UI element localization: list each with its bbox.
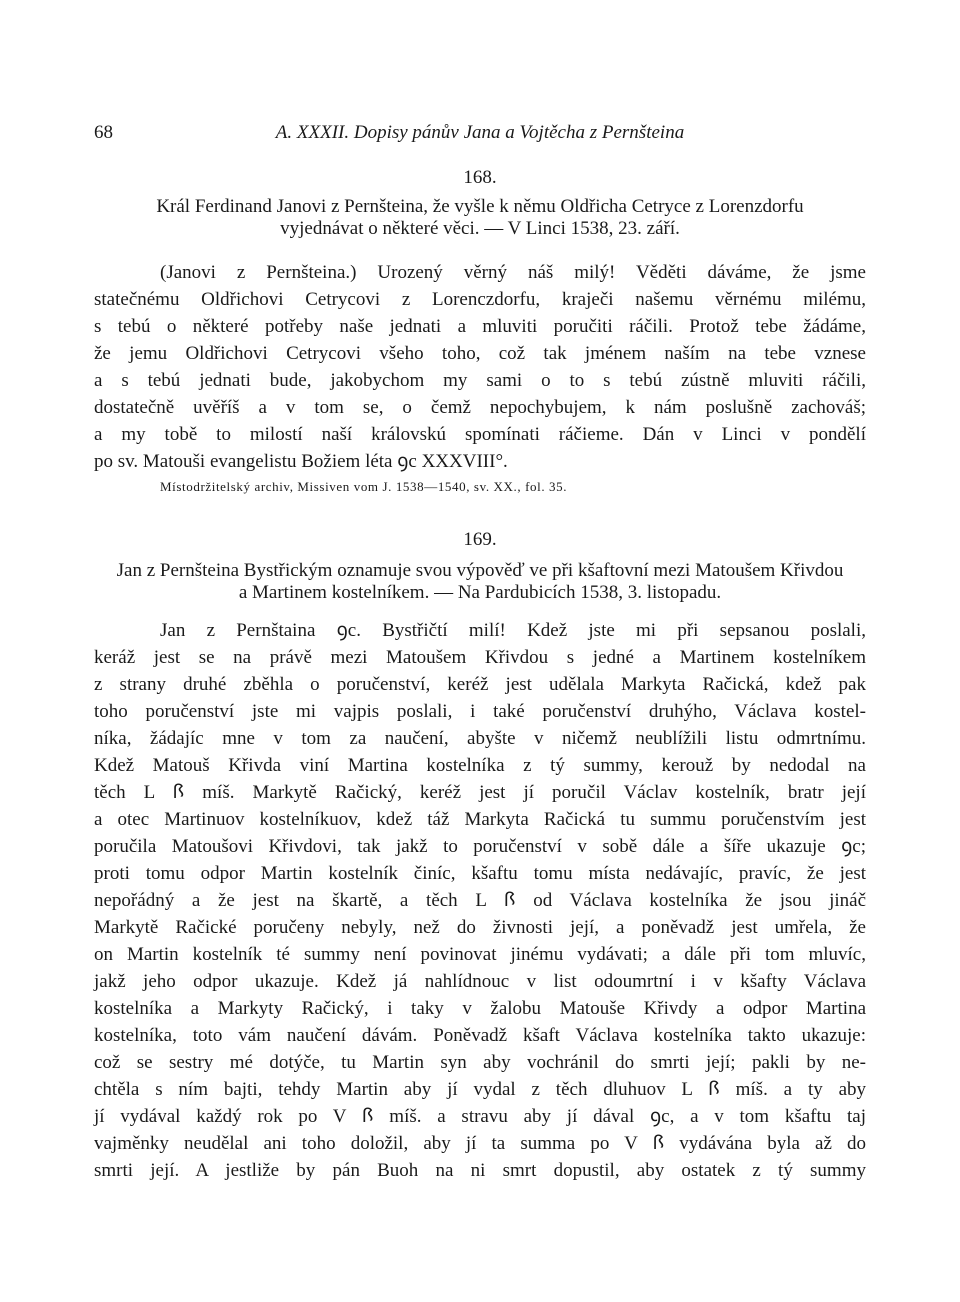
regest-line: Jan z Pernšteina Bystřickým oznamuje svou výpověď ve při kšaftovní mezi Matoušem Křivdou [116,560,844,581]
text-line: statečnému Oldřichovi Cetrycovi z Lorenczdorfu, kraječi našemu věrnému milému, [94,289,866,310]
document-regest [94,560,866,604]
text-line: s tebú o některé potřeby naše jednati a mluviti poručiti ráčili. Protož tebe žádáme, [94,316,866,337]
document-text [94,259,866,475]
text-line: dostatečně uvěříš a v tom se, o čemž nepochybujem, k nám poslušně zachováš; [94,397,866,418]
text-line: smrti její. A jestliže by pán Buoh na ni smrt dopustil, aby ostatek z tý summy [94,1160,866,1181]
text-line: a s tebú jednati bude, jakobychom my sami o to s tebú zústně mluviti ráčili, [94,370,866,391]
text-line: z strany druhé zběhla o poručenství, keréž jest udělala Markyta Račická, kdež pak [94,674,866,695]
regest-line: vyjednávat o některé věci. — V Linci 1538, 23. září. [280,218,680,239]
regest-line: Král Ferdinand Janovi z Pernšteina, že vyšle k němu Oldřicha Cetryce z Lorenzdorfu [156,196,804,217]
text-line: a my tobě to milostí naší královskú spomínati ráčieme. Dán v Linci v pondělí [94,424,866,445]
regest-line: a Martinem kostelníkem. — Na Pardubicích 1538, 3. listopadu. [238,582,722,603]
text-line: poručila Matoušovi Křivdovi, tak jakž to poručenství v sobě dále a šíře ukazuje ꝯc; [94,836,866,857]
document-regest [94,196,866,240]
text-line: Jan z Pernštaina ꝯc. Bystřičtí milí! Kdež jste mi při sepsanou poslali, [160,620,866,641]
running-head [94,118,866,148]
text-line: těch L ꟗ míš. Markytě Račický, keréž jest jí poručil Václav kostelník, bratr její [94,782,866,803]
text-line: chtěla s ním bajti, tehdy Martin aby jí vydal z těch dluhuov L ꟗ míš. a ty aby [94,1079,866,1100]
text-line: Kdež Matouš Křivda viní Martina kostelníka z tý summy, kerouž by nedodal na [94,755,866,776]
source-note: Místodržitelský archiv, Missiven vom J. 1538—1540, sv. XX., fol. 35. [160,479,568,494]
text-line: že jemu Oldřichovi Cetrycovi všeho toho, což tak jménem naším na tebe vznese [94,343,866,364]
running-title: A. XXXII. Dopisy pánův Jana a Vojtěcha z Pernšteina [275,122,685,143]
text-line: on Martin kostelník té summy není povinovat jinému vydávati; a dále při tom mluvíc, [94,944,866,965]
text-line: jakž jeho odpor ukazuje. Kdež já nahlídnouc v list odoumrtní i v kšafty Václava [94,971,866,992]
text-line: nepořádný a že jest na škartě, a těch L ꟗ od Václava kostelníka že jsou jináč [94,890,866,911]
text-line: keráž jest se na právě mezi Matoušem Křivdou s jedné a Martinem kostelníkem [94,647,866,668]
text-line: a otec Martinuov kostelníkuov, kdež táž Markyta Račická tu summu poručenstvím jest [94,809,866,830]
text-line: níka, žádajíc mne v tom za naučení, abyšte v ničemž neublížili listu odmrtnímu. [94,728,866,749]
text-line: kostelníka, toto vám naučení dávám. Poněvadž kšaft Václava kostelníka takto ukazuje: [94,1025,866,1046]
text-line: Markytě Račické poručeny nebyly, než do živnosti její, a poněvadž jest umřela, že [94,917,866,938]
text-line: po sv. Matouši evangelistu Božiem léta ꝯc XXXVIII°. [94,451,508,472]
text-line: což se sestry mé dotýče, tu Martin syn aby vochránil do smrti její; pakli by ne- [94,1052,866,1073]
document-text [94,617,866,1184]
text-line: vajměnky neudělal ani toho doložil, aby jí ta summa po V ꟗ vydávána byla až do [94,1133,866,1154]
document-number: 169. [463,529,497,550]
text-line: toho poručenství jste mi vajpis poslali, i také poručenství druhýho, Václava kostel- [94,701,866,722]
document-number: 168. [463,167,497,188]
text-line: jí vydával každý rok po V ꟗ míš. a stravu aby jí dával ꝯc, a v tom kšaftu taj [94,1106,866,1127]
page-number: 68 [94,122,113,143]
text-line: kostelníka a Markyty Račický, i taky v žalobu Matouše Křivdy a odpor Martina [94,998,866,1019]
text-line: proti tomu odpor Martin kostelník činíc, kšaftu tomu místa nedávajíc, pravíc, že jest [94,863,866,884]
text-line: (Janovi z Pernšteina.) Urozený věrný náš milý! Věděti dáváme, že jsme [160,262,866,283]
